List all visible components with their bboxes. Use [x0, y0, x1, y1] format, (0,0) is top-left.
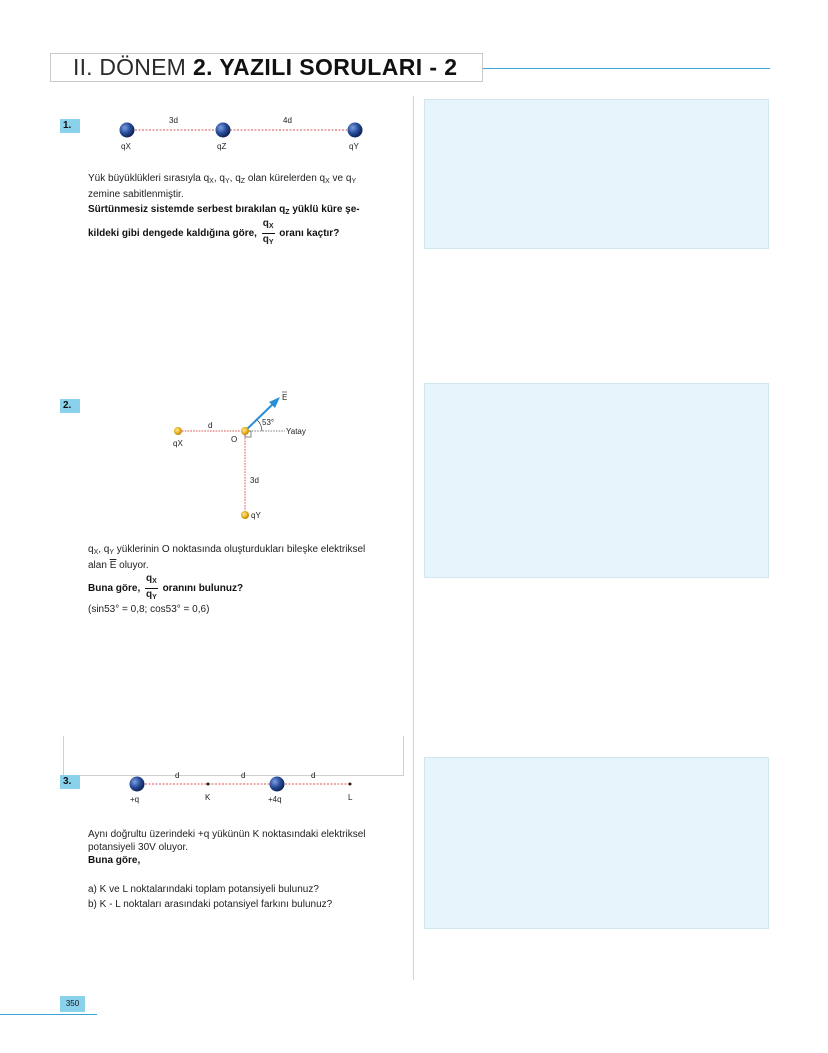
- q2-label-e: E: [282, 393, 288, 402]
- q3-charge-plus-q: [130, 777, 145, 792]
- q3-line-1: Aynı doğrultu üzerindeki +q yükünün K noktasındaki elektriksel: [88, 829, 366, 840]
- q2-label-qx: qX: [173, 439, 183, 448]
- q3-diagram: [120, 768, 370, 808]
- q2-charge-qy: [241, 511, 249, 519]
- q2-text: [88, 543, 408, 616]
- q2-trig: (sin53° = 0,8; cos53° = 0,6): [88, 604, 210, 615]
- q1-bold-1: Sürtünmesiz sistemde serbest bırakılan $q_Z$ yüklü küre şe-: [88, 204, 360, 216]
- q1-label-qz: qZ: [217, 142, 227, 151]
- question-number-1: 1.: [60, 119, 80, 133]
- page-header: [50, 53, 483, 82]
- page-number: 350: [60, 996, 85, 1012]
- q1-line-2: zemine sabitlenmiştir.: [88, 189, 184, 200]
- q3-bold: Buna göre,: [88, 855, 141, 866]
- question-number-3: 3.: [60, 775, 80, 789]
- q1-line-1: Yük büyüklükleri sırasıyla $q_X$, $q_Y$, $q_Z$ olan kürelerden $q_X$ ve $q_Y$: [88, 173, 357, 185]
- q3-label-l: L: [348, 793, 353, 802]
- q2-diagram: [165, 388, 335, 528]
- q2-ratio-fraction: $\frac{q_X}{q_Y}$: [146, 573, 157, 601]
- header-title: 2. YAZILI SORULARI - 2: [192, 54, 458, 80]
- q1-distance-3d: 3d: [169, 116, 178, 125]
- q1-label-qx: qX: [121, 142, 131, 151]
- q3-text: [88, 828, 408, 913]
- q3-point-k: [207, 783, 210, 786]
- q3-distance-2: d: [241, 771, 246, 780]
- question-number-2: 2.: [60, 399, 80, 413]
- column-divider: [413, 96, 414, 980]
- q3-point-l: [349, 783, 352, 786]
- q2-line-2: alan $\overline{E}$ oluyor.: [88, 560, 149, 571]
- answer-box-2[interactable]: [424, 383, 769, 578]
- q3-line-2: potansiyeli 30V oluyor.: [88, 842, 189, 853]
- q3-label-plus-q: +q: [130, 795, 140, 804]
- q2-charge-qx: [174, 427, 182, 435]
- q3-label-k: K: [205, 793, 211, 802]
- q2-label-3d: 3d: [250, 476, 259, 485]
- q3-distance-3: d: [311, 771, 316, 780]
- q2-label-qy: qY: [251, 511, 261, 520]
- q2-bold: Buna göre, $\frac{q_X}{q_Y}$ oranını bulunuz?: [88, 573, 244, 601]
- answer-box-1[interactable]: [424, 99, 769, 249]
- q2-line-1: $q_X$, $q_Y$ yüklerinin O noktasında oluşturdukları bileşke elektriksel: [88, 544, 366, 556]
- q3-option-a: a) K ve L noktalarındaki toplam potansiyeli bulunuz?: [88, 884, 319, 895]
- q2-label-angle: 53°: [262, 418, 275, 427]
- q1-bold-2: kildeki gibi dengede kaldığına göre, $\frac{q_X}{q_Y}$ oranı kaçtır?: [88, 218, 340, 246]
- q1-sphere-y: [348, 123, 363, 138]
- header-rule: [483, 68, 770, 69]
- q1-sphere-x: [120, 123, 135, 138]
- q2-label-d: d: [208, 421, 213, 430]
- q2-point-o: [241, 427, 249, 435]
- q3-option-b: b) K - L noktaları arasındaki potansiyel farkını bulunuz?: [88, 899, 333, 910]
- q1-text: [88, 172, 408, 248]
- header-term: II. DÖNEM: [73, 54, 186, 80]
- q2-label-o: O: [231, 435, 238, 444]
- q3-options: [88, 883, 408, 911]
- q1-diagram: [110, 112, 380, 154]
- q2-label-yatay: Yatay: [286, 427, 306, 436]
- q1-sphere-z: [216, 123, 231, 138]
- answer-box-3[interactable]: [424, 757, 769, 929]
- footer-rule: [0, 1014, 97, 1015]
- q3-charge-plus-4q: [270, 777, 285, 792]
- q3-label-plus-4q: +4q: [268, 795, 282, 804]
- q1-distance-4d: 4d: [283, 116, 292, 125]
- q1-ratio-fraction: $\frac{q_X}{q_Y}$: [262, 218, 274, 246]
- q1-label-qy: qY: [349, 142, 359, 151]
- q3-distance-1: d: [175, 771, 180, 780]
